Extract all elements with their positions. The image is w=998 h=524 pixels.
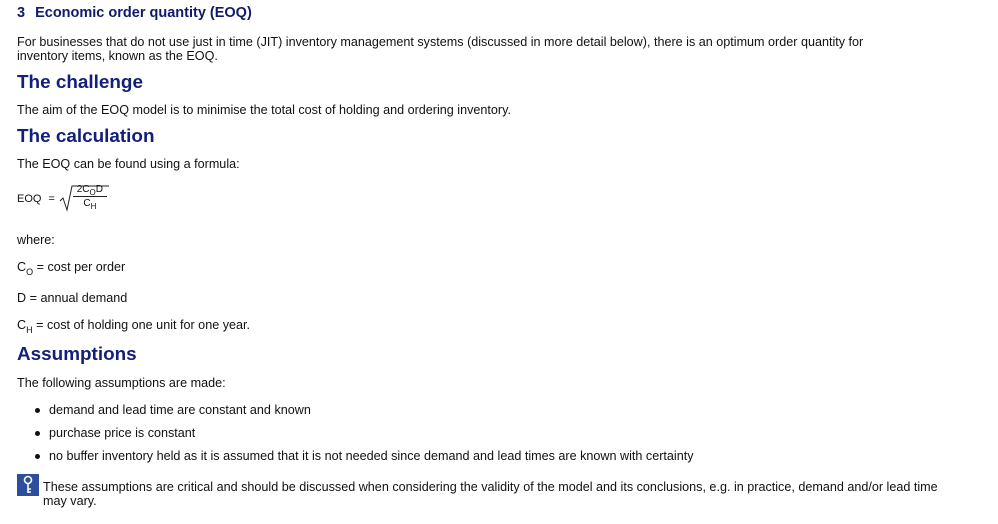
square-root <box>59 182 111 216</box>
formula-lhs: EOQ <box>17 193 42 205</box>
definition-cost-per-order: $C_O = \cos t$ per order <box>17 260 126 277</box>
challenge-heading: The challenge <box>17 72 143 93</box>
assumptions-list <box>17 403 981 472</box>
calculation-paragraph: The EOQ can be found using a formula: <box>17 157 240 171</box>
section-number: 3 <box>17 5 26 21</box>
definition-holding-cost: $C_H = \cos t$ of holding one unit for one year. <box>17 318 250 335</box>
list-item: purchase price is constant <box>33 426 981 449</box>
challenge-paragraph: The aim of the EOQ model is to minimise the total cost of holding and ordering inventory. <box>17 103 511 117</box>
section-title-text: Economic order quantity (EOQ) <box>35 5 252 21</box>
formula-fraction <box>73 182 107 209</box>
list-item: demand and lead time are constant and known <box>33 403 981 426</box>
key-note <box>17 480 957 508</box>
formula-equals: = <box>48 193 55 205</box>
note-text: These assumptions are critical and should be discussed when considering the validity of the model and its conclusions, e.g. in practice, demand and/or lead time may vary. <box>43 480 938 508</box>
where-label: where: <box>17 233 55 247</box>
assumptions-paragraph: The following assumptions are made: <box>17 376 226 390</box>
key-icon <box>17 474 39 496</box>
formula-denominator: $C_H$ <box>73 196 107 209</box>
eoq-formula <box>17 179 981 219</box>
formula-numerator: $2C_OD$ <box>76 184 104 197</box>
calculation-heading: The calculation <box>17 126 155 147</box>
section-title <box>17 5 981 21</box>
assumptions-heading: Assumptions <box>17 344 137 365</box>
list-item: no buffer inventory held as it is assumed that it is not needed since demand and lead times are known with certainty <box>33 449 981 472</box>
definition-annual-demand: D = annual demand <box>17 291 128 305</box>
intro-paragraph: For businesses that do not use just in time (JIT) inventory management systems (discussed in more detail below), there is an optimum order quantity for inventory items, known as the EOQ. <box>17 35 864 63</box>
